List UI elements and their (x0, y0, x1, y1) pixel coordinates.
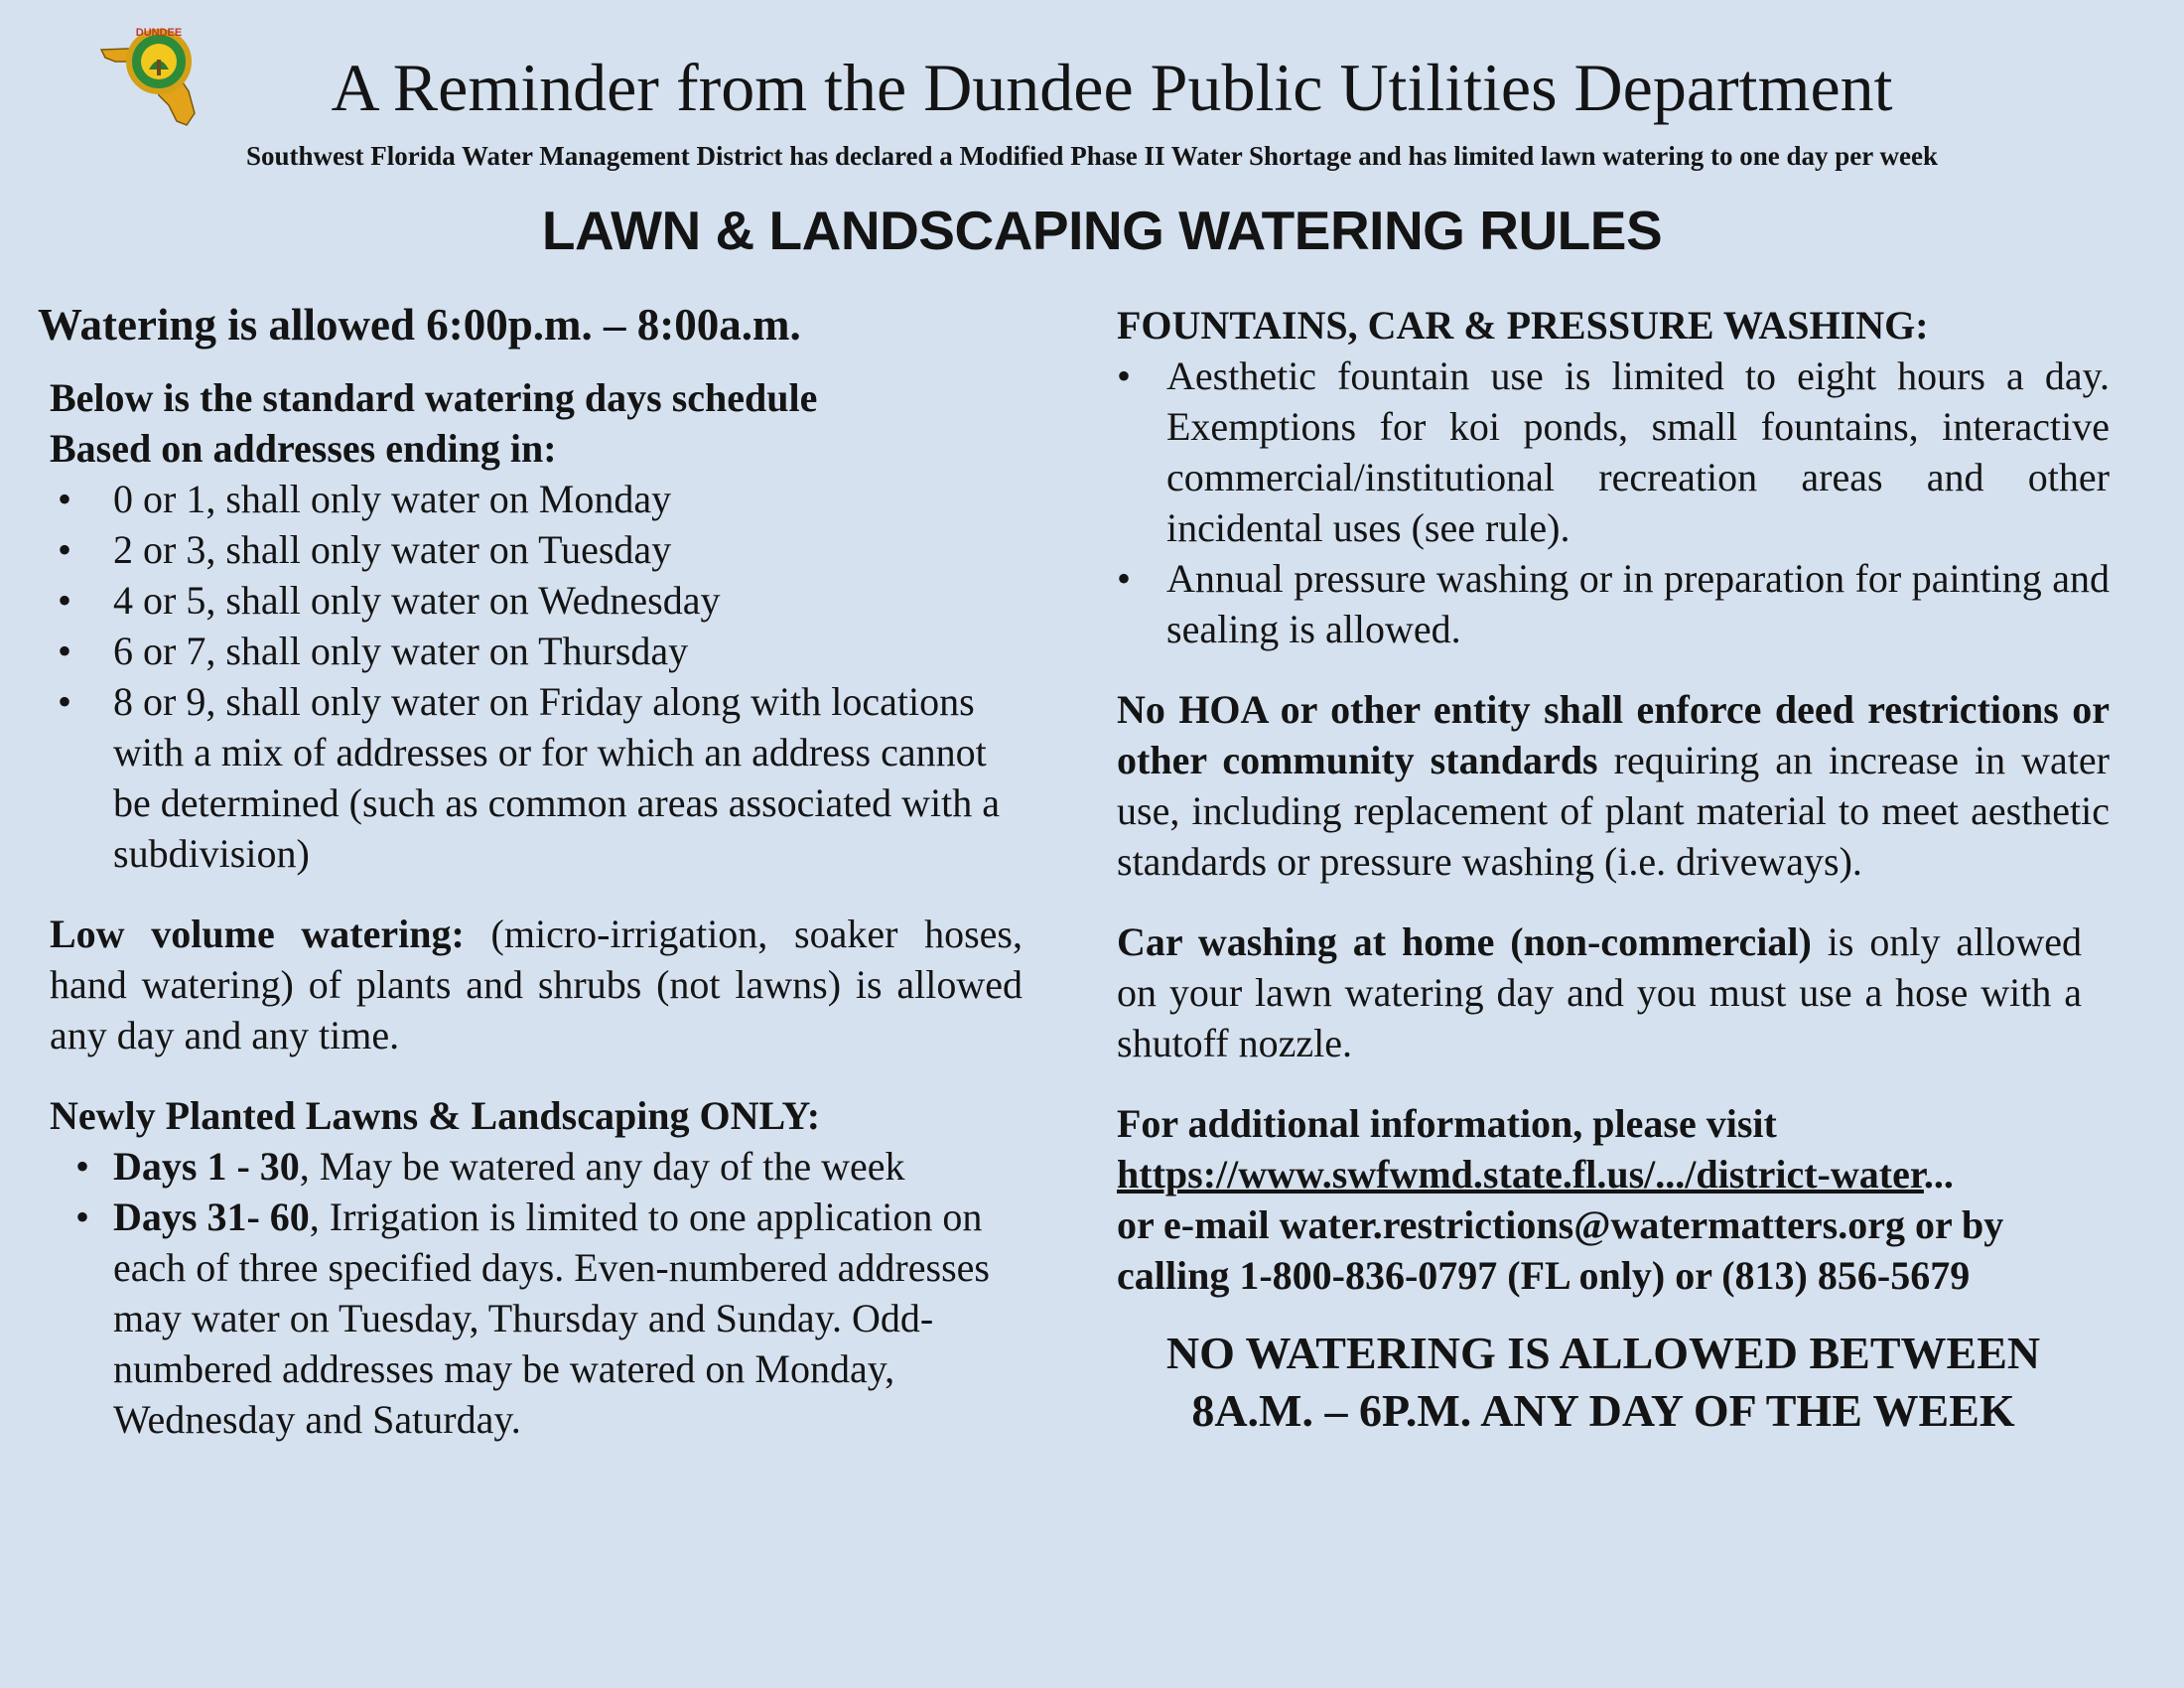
schedule-item: • 0 or 1, shall only water on Monday (58, 477, 672, 521)
schedule-heading-line-2: Based on addresses ending in: (50, 426, 557, 471)
schedule-item: • 4 or 5, shall only water on Wednesday (58, 578, 721, 623)
new-plantings-heading: Newly Planted Lawns & Landscaping ONLY: (50, 1093, 821, 1138)
fountains-item: • Aesthetic fountain use is limited to eight hours a day. Exemptions for koi ponds, small fountains, interactive commercial/institutional recreation areas and other incidental uses (see rule). (1117, 353, 2110, 550)
final-warning-line-2: 8A.M. – 6P.M. ANY DAY OF THE WEEK (1191, 1385, 2015, 1436)
schedule-heading-line-1: Below is the standard watering days schedule (50, 375, 818, 420)
page-subtitle: Southwest Florida Water Management District has declared a Modified Phase II Water Shortage and has limited lawn watering to one day per week (246, 141, 1938, 171)
watering-hours: Watering is allowed 6:00p.m. – 8:00a.m. (38, 300, 801, 350)
new-plantings-item: • Days 31- 60, Irrigation is limited to one application on each of three specified days. Even-numbered addresses may water on Tuesday, Thursday and Sunday. Odd-numbered addresses may be watered on Monday, Wednesday and Saturday. (75, 1195, 990, 1442)
schedule-item: • 8 or 9, shall only water on Friday along with locations with a mix of addresses or for which an address cannot be determined (such as common areas associated with a subdivision) (58, 679, 1001, 876)
low-volume-text: (micro-irrigation, soaker hoses, hand watering) of plants and shrubs (not lawns) is allowed any day and any time. (50, 912, 1023, 1057)
rules-heading: LAWN & LANDSCAPING WATERING RULES (541, 200, 1663, 261)
svg-text:DUNDEE: DUNDEE (135, 27, 183, 39)
schedule-item: • 2 or 3, shall only water on Tuesday (58, 527, 672, 572)
info-link[interactable]: https://www.swfwmd.state.fl.us/.../district-water (1117, 1152, 1924, 1196)
new-plantings-item: • Days 1 - 30, May be watered any day of the week (75, 1144, 905, 1189)
final-warning (1097, 1325, 2110, 1440)
low-volume-paragraph (50, 909, 1023, 1060)
right-column (1117, 300, 2110, 1440)
final-warning-line-1: NO WATERING IS ALLOWED BETWEEN (1165, 1328, 2041, 1378)
schedule-item: • 6 or 7, shall only water on Thursday (58, 629, 689, 673)
new-plantings-list (50, 1141, 1023, 1445)
schedule-list (50, 474, 1023, 879)
left-column (38, 300, 1023, 1445)
info-contact: or e-mail water.restrictions@watermatters.org or by calling 1-800-836-0797 (FL only) or (813) 856-5679 (1117, 1202, 2004, 1298)
info-heading: For additional information, please visit (1117, 1101, 1777, 1146)
fountains-list (1117, 351, 2110, 654)
info-link-line: https://www.swfwmd.state.fl.us/.../district-water... (1117, 1152, 1954, 1196)
page-title: A Reminder from the Dundee Public Utilities Department (331, 50, 1893, 125)
low-volume-label: Low volume watering: (50, 912, 465, 956)
car-washing-paragraph: Car washing at home (non-commercial) is only allowed on your lawn watering day and you must use a hose with a shutoff nozzle. (1117, 919, 2082, 1065)
hoa-paragraph: No HOA or other entity shall enforce deed restrictions or other community standards requiring an increase in water use, including replacement of plant material to meet aesthetic standards or pressure washing (i.e. driveways). (1117, 687, 2110, 884)
fountains-heading: FOUNTAINS, CAR & PRESSURE WASHING: (1117, 303, 1929, 348)
fountains-item: • Annual pressure washing or in preparation for painting and sealing is allowed. (1117, 556, 2110, 651)
